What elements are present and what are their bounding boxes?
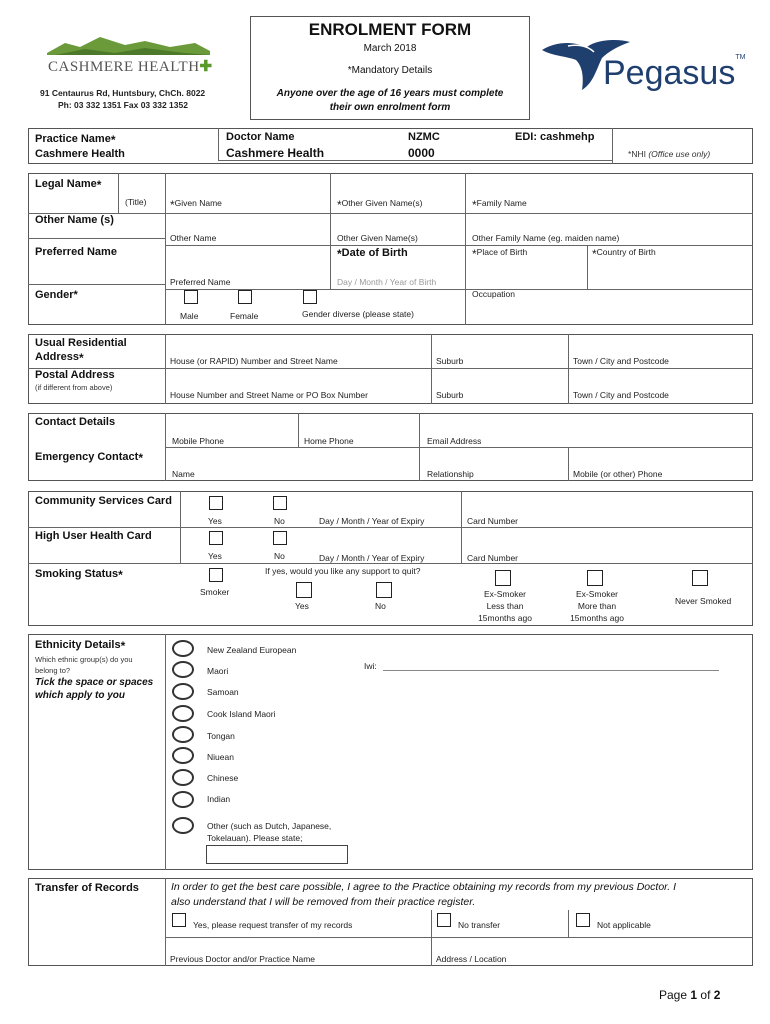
ethnicity-nz-european-radio[interactable] — [172, 640, 194, 657]
ex-smoker-more-l1: Ex-Smoker — [575, 589, 619, 599]
ethnicity-option: Chinese — [207, 773, 239, 783]
other-given-names-field[interactable]: *Other Given Name(s) — [337, 198, 423, 212]
dob-label: *Date of Birth — [337, 247, 408, 261]
nzmc-label: NZMC — [408, 131, 440, 143]
ex-smoker-less-l1: Ex-Smoker — [483, 589, 527, 599]
address-label: Address* — [35, 351, 84, 365]
huhc-yes-label: Yes — [208, 551, 222, 561]
ex-smoker-more-l2: More than — [577, 601, 617, 611]
tick-instruction-l1: Tick the space or spaces — [35, 677, 154, 688]
gender-female-checkbox[interactable] — [238, 290, 252, 304]
ethnicity-indian-radio[interactable] — [172, 791, 194, 808]
ethnicity-other-l1: Other (such as Dutch, Japanese, — [207, 821, 332, 831]
transfer-yes-checkbox[interactable] — [172, 913, 186, 927]
age-notice-l1: Anyone over the age of 16 years must complete — [276, 88, 504, 99]
smoker-checkbox[interactable] — [209, 568, 223, 582]
given-name-field[interactable]: *Given Name — [170, 198, 222, 212]
ethnicity-option: New Zealand European — [207, 645, 297, 655]
practice-name-label: Practice Name* — [35, 133, 116, 147]
legal-name-label: Legal Name* — [35, 178, 102, 192]
ethnicity-cook-island-radio[interactable] — [172, 705, 194, 722]
smoker-label: Smoker — [200, 587, 230, 597]
form-date: March 2018 — [363, 43, 417, 54]
gender-male-label: Male — [180, 311, 199, 321]
transfer-na-label: Not applicable — [597, 920, 651, 930]
ex-smoker-less-l2: Less than — [486, 601, 524, 611]
huhc-label: High User Health Card — [35, 530, 152, 542]
ethnicity-option: Cook Island Maori — [207, 709, 276, 719]
csc-yes-label: Yes — [208, 516, 222, 526]
huhc-expiry-field[interactable]: Day / Month / Year of Expiry — [319, 553, 425, 563]
tick-instruction-l2: which apply to you — [35, 690, 126, 701]
emergency-contact-label: Emergency Contact* — [35, 451, 143, 465]
postal-address-label: Postal Address — [35, 369, 115, 381]
dob-field[interactable]: Day / Month / Year of Birth — [337, 277, 437, 287]
other-name-field[interactable]: Other Name — [170, 233, 217, 243]
relationship-field[interactable]: Relationship — [427, 469, 474, 479]
huhc-no-label: No — [274, 551, 285, 561]
previous-location-field[interactable]: Address / Location — [436, 954, 507, 964]
iwi-label: Iwi: — [364, 661, 377, 671]
transfer-text-l2: also understand that I will be removed from their practice register. — [171, 896, 476, 908]
family-name-field[interactable]: *Family Name — [472, 198, 527, 212]
house-number-field[interactable]: House (or RAPID) Number and Street Name — [170, 356, 338, 366]
transfer-text-l1: In order to get the best care possible, I agree to the Practice obtaining my records from my previous Doctor. I — [171, 881, 677, 893]
practice-logo-text: CASHMERE HEALTH✚ — [48, 59, 213, 75]
nzmc-value[interactable]: 0000 — [408, 146, 435, 160]
smoking-status-label: Smoking Status* — [35, 568, 123, 582]
csc-yes-checkbox[interactable] — [209, 496, 223, 510]
ethnicity-question-l1: Which ethnic group(s) do you — [35, 655, 133, 664]
csc-label: Community Services Card — [35, 495, 172, 507]
support-no-label: No — [375, 601, 386, 611]
page-number: Page 1 of 2 — [659, 988, 721, 1002]
pegasus-wordmark: Pegasus™ — [603, 54, 746, 92]
preferred-name-label: Preferred Name — [35, 246, 117, 258]
town-field[interactable]: Town / City and Postcode — [573, 356, 669, 366]
support-yes-checkbox[interactable] — [296, 582, 312, 598]
emergency-phone-field[interactable]: Mobile (or other) Phone — [573, 469, 663, 479]
title-field[interactable]: (Title) — [125, 197, 147, 207]
age-notice-l2: their own enrolment form — [329, 102, 451, 113]
postal-house-field[interactable]: House Number and Street Name or PO Box Number — [170, 390, 368, 400]
ethnicity-chinese-radio[interactable] — [172, 769, 194, 786]
ex-smoker-more-checkbox[interactable] — [587, 570, 603, 586]
form-title: ENROLMENT FORM — [308, 20, 472, 39]
never-smoked-checkbox[interactable] — [692, 570, 708, 586]
transfer-title: Transfer of Records — [35, 882, 139, 894]
iwi-field[interactable] — [383, 670, 719, 671]
practice-phone: Ph: 03 332 1351 Fax 03 332 1352 — [58, 100, 188, 110]
csc-expiry-field[interactable]: Day / Month / Year of Expiry — [319, 516, 425, 526]
transfer-na-checkbox[interactable] — [576, 913, 590, 927]
gender-label: Gender* — [35, 289, 78, 301]
if-different-note: (if different from above) — [35, 383, 113, 392]
ethnicity-niuean-radio[interactable] — [172, 747, 194, 764]
edi-code: EDI: cashmehp — [515, 131, 595, 143]
mandatory-note: *Mandatory Details — [347, 65, 433, 76]
doctor-name-label: Doctor Name — [226, 131, 295, 143]
ethnicity-other-radio[interactable] — [172, 817, 194, 834]
transfer-no-label: No transfer — [458, 920, 501, 930]
ethnicity-option: Samoan — [207, 687, 239, 697]
postal-town-field[interactable]: Town / City and Postcode — [573, 390, 669, 400]
mobile-phone-field[interactable]: Mobile Phone — [172, 436, 224, 446]
quit-support-question: If yes, would you like any support to quit? — [265, 566, 421, 576]
ethnicity-tongan-radio[interactable] — [172, 726, 194, 743]
ethnicity-option: Maori — [207, 666, 229, 676]
email-field[interactable]: Email Address — [427, 436, 482, 446]
practice-name-value: Cashmere Health — [35, 148, 125, 160]
other-family-name-field[interactable]: Other Family Name (eg. maiden name) — [472, 233, 620, 243]
suburb-field[interactable]: Suburb — [436, 356, 464, 366]
transfer-yes-label: Yes, please request transfer of my records — [193, 920, 353, 930]
preferred-name-field[interactable]: Preferred Name — [170, 277, 231, 287]
csc-number-field[interactable]: Card Number — [467, 516, 519, 526]
postal-suburb-field[interactable]: Suburb — [436, 390, 464, 400]
never-smoked-label: Never Smoked — [675, 596, 732, 606]
ethnicity-other-l2: Tokelauan). Please state; — [207, 833, 303, 843]
other-names-label: Other Name (s) — [35, 214, 114, 226]
ex-smoker-less-checkbox[interactable] — [495, 570, 511, 586]
support-no-checkbox[interactable] — [376, 582, 392, 598]
usual-residential-label: Usual Residential — [35, 337, 127, 349]
ethnicity-other-input[interactable] — [206, 845, 348, 864]
occupation-field[interactable]: Occupation — [472, 289, 515, 299]
ethnicity-option: Niuean — [207, 752, 234, 762]
ethnicity-option: Tongan — [207, 731, 235, 741]
place-of-birth-field[interactable]: *Place of Birth — [472, 247, 528, 261]
contact-details-label: Contact Details — [35, 416, 116, 428]
doctor-name-value[interactable]: Cashmere Health — [226, 146, 325, 160]
huhc-no-checkbox[interactable] — [273, 531, 287, 545]
practice-address: 91 Centaurus Rd, Huntsbury, ChCh. 8022 — [40, 88, 206, 98]
huhc-number-field[interactable]: Card Number — [467, 553, 519, 563]
other-given-names-2-field[interactable]: Other Given Name(s) — [337, 233, 418, 243]
nhi-label: *NHI (Office use only) — [628, 149, 711, 159]
ethnicity-title: Ethnicity Details* — [35, 639, 126, 653]
home-phone-field[interactable]: Home Phone — [304, 436, 354, 446]
csc-no-checkbox[interactable] — [273, 496, 287, 510]
gender-diverse-label: Gender diverse (please state) — [302, 309, 414, 319]
csc-no-label: No — [274, 516, 285, 526]
emergency-name-field[interactable]: Name — [172, 469, 195, 479]
gender-male-checkbox[interactable] — [184, 290, 198, 304]
huhc-yes-checkbox[interactable] — [209, 531, 223, 545]
gender-diverse-checkbox[interactable] — [303, 290, 317, 304]
previous-doctor-field[interactable]: Previous Doctor and/or Practice Name — [170, 954, 316, 964]
ethnicity-maori-radio[interactable] — [172, 661, 194, 678]
ex-smoker-less-l3: 15months ago — [478, 613, 532, 623]
ethnicity-option: Indian — [207, 794, 231, 804]
transfer-no-checkbox[interactable] — [437, 913, 451, 927]
gender-female-label: Female — [230, 311, 259, 321]
ethnicity-question-l2: belong to? — [35, 666, 71, 675]
country-of-birth-field[interactable]: *Country of Birth — [592, 247, 656, 261]
ex-smoker-more-l3: 15months ago — [570, 613, 624, 623]
ethnicity-samoan-radio[interactable] — [172, 683, 194, 700]
support-yes-label: Yes — [295, 601, 309, 611]
